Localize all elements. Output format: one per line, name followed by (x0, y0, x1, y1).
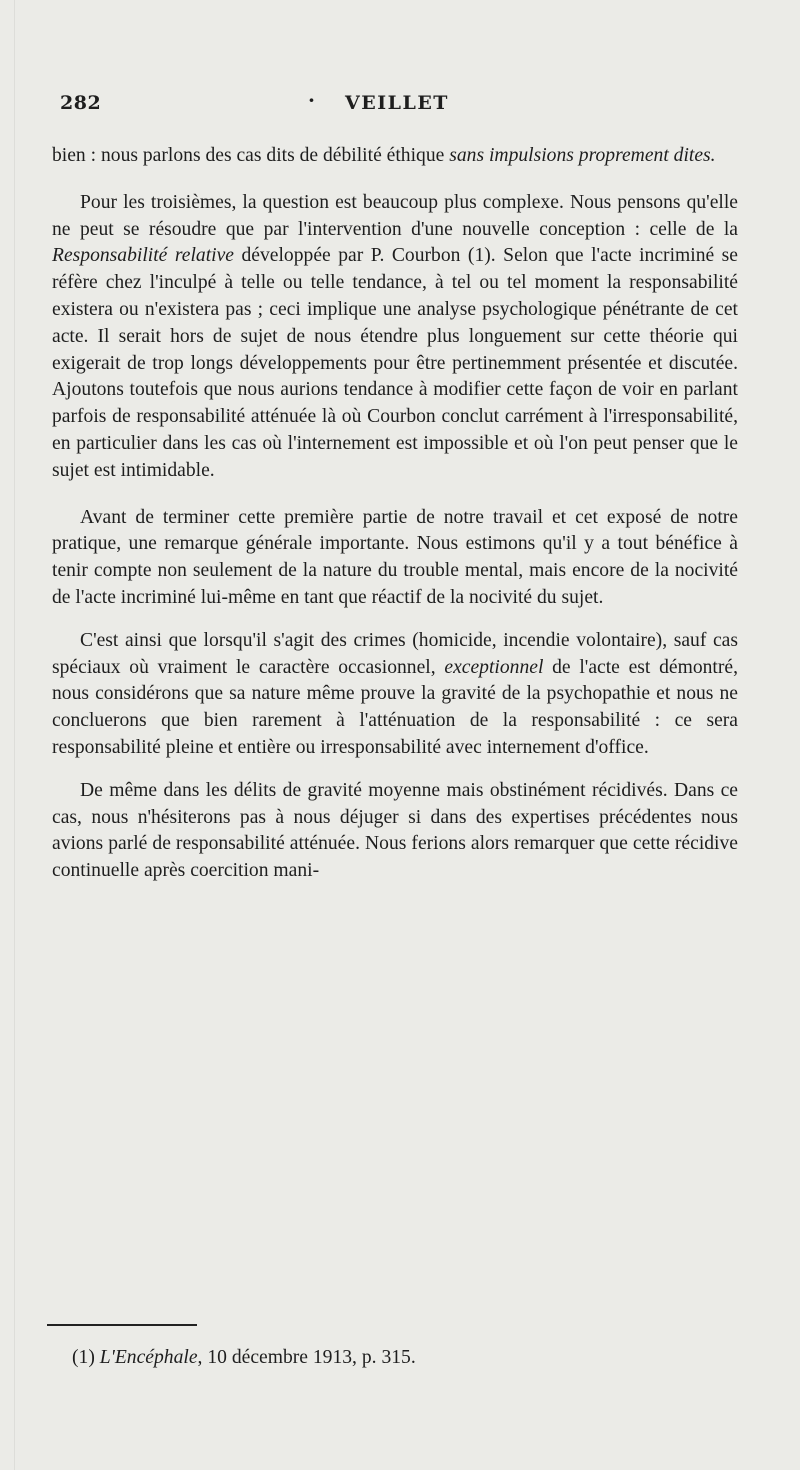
body-text (52, 143, 738, 885)
paragraph-1-italic: sans impulsions proprement dites. (449, 145, 716, 166)
paragraph-1 (52, 143, 738, 170)
scan-edge-shadow (14, 0, 15, 1470)
paragraph-2 (52, 190, 738, 485)
paragraph-2-text-b: développée par P. Courbon (1). Selon que l'acte incriminé se réfère chez l'inculpé à telle ou telle tendance, à tel ou tel moment la responsabilité existera ou n'existera pas ; ceci implique une analyse psychologique pénétrante de cet acte. Il serait hors de sujet de nous étendre plus longuement sur cette théorie qui exigerait de trop longs développements pour être pertinemment présentée et discutée. Ajoutons toutefois que nous aurions tendance à modifier cette façon de voir en parlant parfois de responsabilité atténuée là où Courbon conclut carrément à l'irresponsabilité, en particulier dans les cas où l'internement est impossible et où l'on peut penser que le sujet est intimidable. (52, 245, 739, 481)
paragraph-2-italic: Responsabilité relative (52, 245, 234, 267)
page-header (60, 88, 740, 118)
header-dot: · (308, 88, 316, 112)
paragraph-4 (52, 628, 738, 762)
paragraph-2-text-a: Pour les troisièmes, la question est beaucoup plus complexe. Nous pensons qu'elle ne peut se résoudre que par l'intervention d'une nouvelle conception : celle de la (52, 191, 738, 240)
running-head: VEILLET (345, 92, 449, 114)
footnote-marker: (1) (72, 1347, 100, 1368)
footnote-journal: L'Encéphale (99, 1347, 198, 1368)
footnote (72, 1347, 732, 1369)
footnote-rule (47, 1324, 197, 1326)
paragraph-4-text-b: de l'acte est démontré, nous considérons que sa nature même prouve la gravité de la psychopathie et nous ne concluerons que bien rarement à l'atténuation de la responsabilité : ce sera responsabilité pleine et entière ou irresponsabilité avec internement d'office. (52, 656, 738, 758)
paragraph-4-italic: exceptionnel (444, 656, 544, 678)
paragraph-1-text: bien : nous parlons des cas dits de débilité éthique (52, 145, 450, 166)
paragraph-5: De même dans les délits de gravité moyenne mais obstinément récidivés. Dans ce cas, nous n'hésiterons pas à nous déjuger si dans des expertises précédentes nous avions parlé de responsabilité atténuée. Nous ferions alors remarquer que cette récidive continuelle après coercition mani- (52, 779, 738, 882)
page-number: 282 (60, 92, 102, 114)
footnote-rest: , 10 décembre 1913, p. 315. (197, 1347, 416, 1368)
paragraph-4-text-a: C'est ainsi que lorsqu'il s'agit des crimes (homicide, incendie volontaire), sauf cas spéciaux où vraiment le caractère occasionnel, (52, 629, 738, 678)
paragraph-3: Avant de terminer cette première partie de notre travail et cet exposé de notre pratique, une remarque générale importante. Nous estimons qu'il y a tout bénéfice à tenir compte non seulement de la nature du trouble mental, mais encore de la nocivité de l'acte incriminé lui-même en tant que réactif de la nocivité du sujet. (52, 506, 738, 608)
